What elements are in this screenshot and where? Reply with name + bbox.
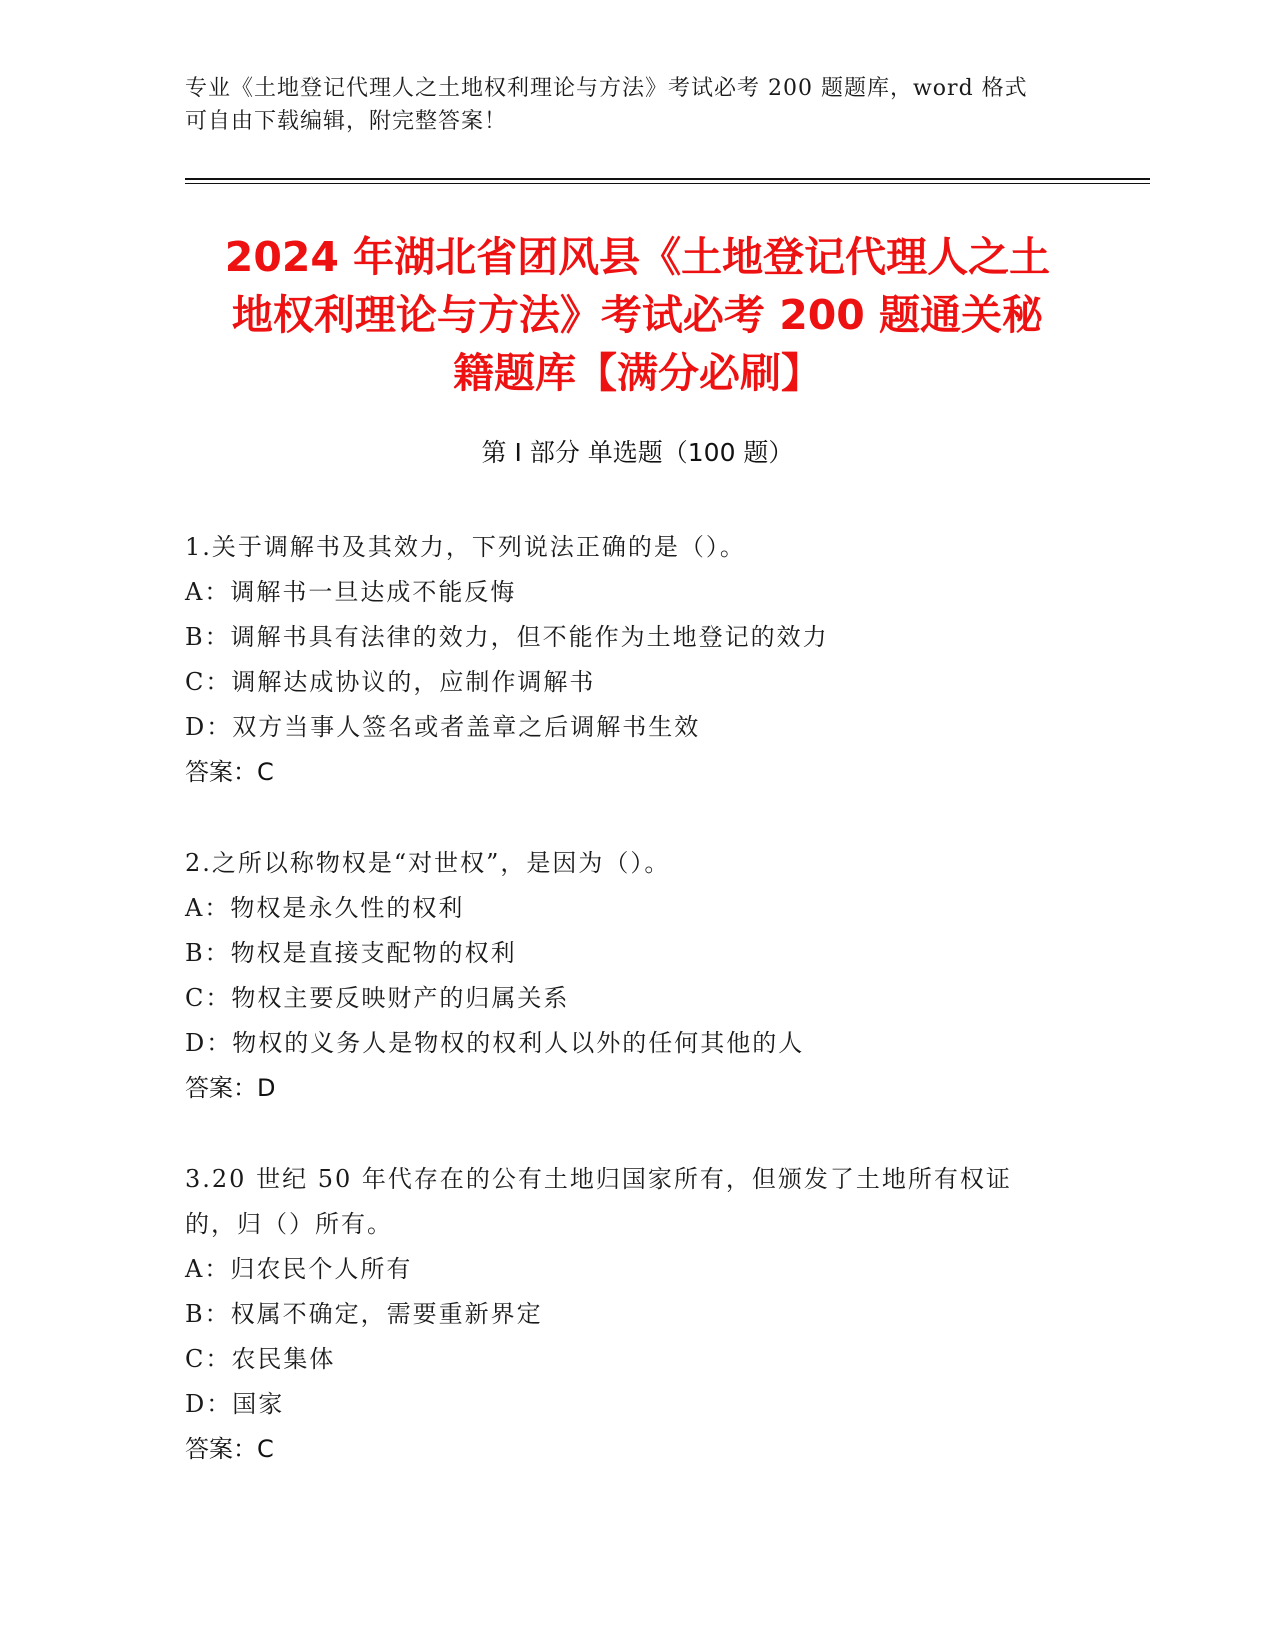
question-stem-line-1: 3.20 世纪 50 年代存在的公有土地归国家所有，但颁发了土地所有权证 — [185, 1165, 1012, 1193]
question-list — [185, 525, 1085, 1518]
answer: 答案：D — [185, 1074, 276, 1102]
document-title-line-1: 2024 年湖北省团风县《土地登记代理人之土 — [224, 233, 1051, 281]
document-title-line-3: 籍题库【满分必刷】 — [453, 349, 822, 397]
option-d: D：国家 — [185, 1390, 285, 1418]
question-stem: 2.之所以称物权是“对世权”，是因为（）。 — [185, 849, 671, 877]
header-note-line-2: 可自由下载编辑，附完整答案！ — [185, 109, 508, 134]
document-title-line-2: 地权利理论与方法》考试必考 200 题通关秘 — [231, 291, 1044, 339]
option-c: C：农民集体 — [185, 1345, 336, 1373]
option-d: D：物权的义务人是物权的权利人以外的任何其他的人 — [185, 1029, 805, 1057]
header-note — [185, 72, 1065, 138]
question-1 — [185, 525, 1085, 795]
option-c: C：物权主要反映财产的归属关系 — [185, 984, 570, 1012]
option-b: B：物权是直接支配物的权利 — [185, 939, 517, 967]
question-stem: 1.关于调解书及其效力，下列说法正确的是（）。 — [185, 533, 746, 561]
question-3 — [185, 1157, 1085, 1472]
option-a: A：归农民个人所有 — [185, 1255, 413, 1283]
option-b: B：权属不确定，需要重新界定 — [185, 1300, 543, 1328]
header-divider-thick — [185, 178, 1150, 180]
section-heading: 第 I 部分 单选题（100 题） — [481, 438, 794, 467]
answer: 答案：C — [185, 758, 274, 786]
header-divider-thin — [185, 183, 1150, 184]
question-stem-line-2: 的，归（）所有。 — [185, 1210, 393, 1238]
header-note-line-1: 专业《土地登记代理人之土地权利理论与方法》考试必考 200 题题库，word 格式 — [185, 76, 1028, 101]
answer: 答案：C — [185, 1435, 274, 1463]
option-a: A：调解书一旦达成不能反悔 — [185, 578, 517, 606]
option-d: D：双方当事人签名或者盖章之后调解书生效 — [185, 713, 701, 741]
option-c: C：调解达成协议的，应制作调解书 — [185, 668, 596, 696]
option-b: B：调解书具有法律的效力，但不能作为土地登记的效力 — [185, 623, 829, 651]
question-2 — [185, 841, 1085, 1111]
document-title — [170, 228, 1105, 402]
option-a: A：物权是永久性的权利 — [185, 894, 465, 922]
